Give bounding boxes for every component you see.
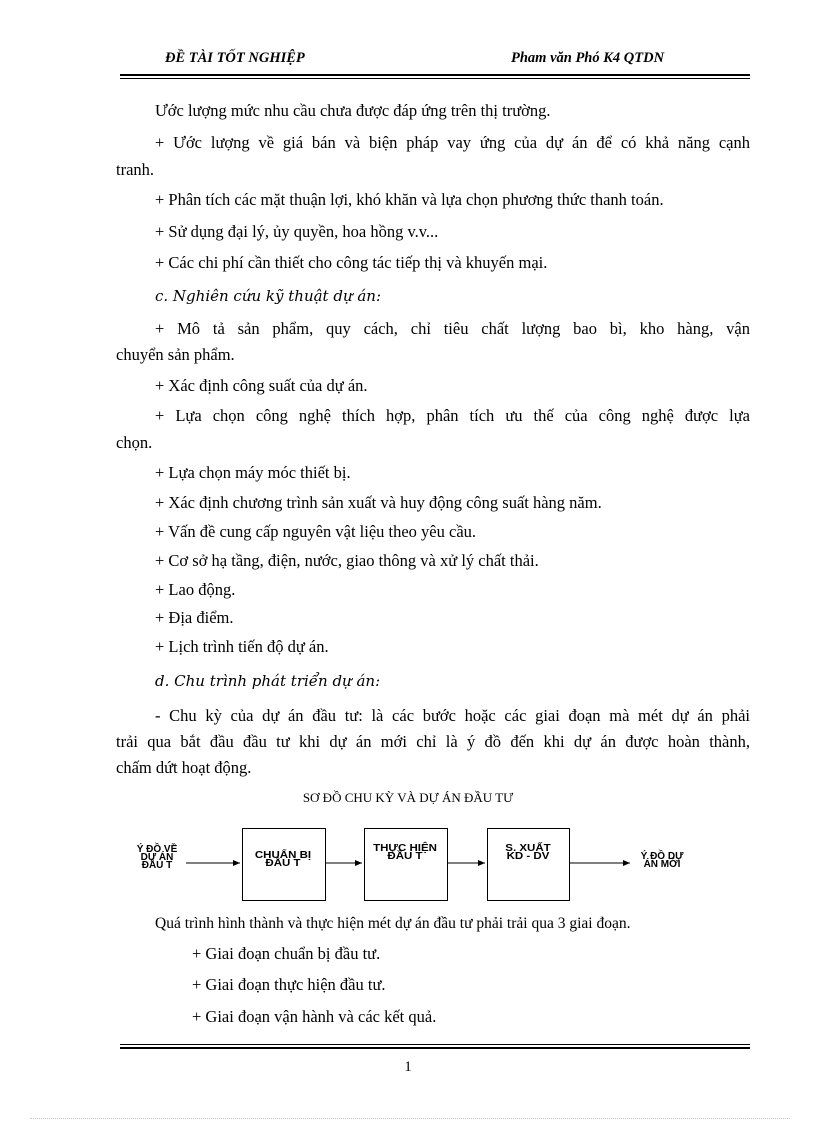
stage-label-operate bbox=[488, 845, 569, 861]
footer-rule bbox=[120, 1047, 750, 1049]
end-line-2: ÁN MỚI bbox=[643, 859, 681, 870]
text-line: Ước lượng mức nhu cầu chưa được đáp ứng trên thị trường. bbox=[155, 101, 551, 120]
diagram-end-label bbox=[632, 853, 692, 869]
text-line: + Phân tích các mặt thuận lợi, khó khăn và lựa chọn phương thức thanh toán. bbox=[155, 190, 664, 209]
diagram-title: SƠ ĐỒ CHU KỲ VÀ DỰ ÁN ĐẦU TƯ bbox=[302, 790, 514, 805]
start-line-2: DỰ ÁN bbox=[140, 852, 174, 863]
text-line: + Lịch trình tiến độ dự án. bbox=[155, 637, 329, 656]
header-title: ĐỀ TÀI TỐT NGHIỆP bbox=[165, 50, 305, 66]
implement-line-2: ĐẦU T bbox=[387, 851, 423, 862]
text-line: + Lựa chọn công nghệ thích hợp, phân tích ưu thế của công nghệ được lựa bbox=[155, 406, 750, 425]
stage-item: + Giai đoạn vận hành và các kết quả. bbox=[192, 1007, 437, 1026]
stages-intro: Quá trình hình thành và thực hiện mét dự án đầu tư phải trải qua 3 giai đoạn. bbox=[155, 915, 631, 932]
section-heading-d: d. Chu trình phát triển dự án: bbox=[155, 672, 381, 690]
text-line: + Địa điểm. bbox=[155, 608, 234, 627]
stage-box-implement bbox=[364, 828, 448, 901]
text-line: + Vấn đề cung cấp nguyên vật liệu theo yêu cầu. bbox=[155, 522, 477, 541]
stage-label-implement bbox=[365, 845, 446, 861]
footer-rule-thin bbox=[120, 1044, 750, 1045]
text-line: + Lao động. bbox=[155, 580, 236, 599]
header-author: Pham văn Phó K4 QTDN bbox=[511, 50, 665, 66]
diagram-start-label bbox=[128, 846, 186, 870]
prepare-line-1: CHUẨN BỊ bbox=[254, 850, 312, 861]
section-heading-c: c. Nghiên cứu kỹ thuật dự án: bbox=[155, 287, 382, 305]
text-line: + Xác định chương trình sản xuất và huy động công suất hàng năm. bbox=[155, 493, 602, 512]
text-line: + Ước lượng về giá bán và biện pháp vay ứng của dự án để có khả năng cạnh bbox=[155, 133, 750, 152]
text-line: - Chu kỳ của dự án đầu tư: là các bước hoặc các giai đoạn mà mét dự án phải bbox=[155, 706, 750, 725]
text-line: + Lựa chọn máy móc thiết bị. bbox=[155, 463, 351, 482]
text-line: tranh. bbox=[116, 160, 155, 179]
text-line: trải qua bắt đầu đầu tư khi dự án mới chỉ là ý đồ đến khi dự án được hoàn thành, bbox=[116, 732, 750, 751]
start-line-1: Ý ĐỒ VỀ bbox=[136, 844, 178, 855]
page-number: 1 bbox=[404, 1059, 412, 1075]
implement-line-1: THỰC HIỆN bbox=[373, 843, 437, 854]
stage-item: + Giai đoạn thực hiện đầu tư. bbox=[192, 975, 386, 994]
stage-box-operate bbox=[487, 828, 570, 901]
stage-item: + Giai đoạn chuẩn bị đầu tư. bbox=[192, 944, 381, 963]
start-line-3: ĐẦU T bbox=[141, 860, 173, 871]
operate-line-2: KD - DV bbox=[506, 851, 550, 862]
text-line: + Cơ sở hạ tầng, điện, nước, giao thông và xử lý chất thải. bbox=[155, 551, 539, 570]
text-line: chấm dứt hoạt động. bbox=[116, 758, 252, 777]
text-line: + Sử dụng đại lý, ủy quyền, hoa hồng v.v... bbox=[155, 222, 439, 241]
operate-line-1: S. XUẤT bbox=[505, 843, 551, 854]
prepare-line-2: ĐẦU T bbox=[265, 858, 301, 869]
end-line-1: Ý ĐỒ DỰ bbox=[640, 851, 684, 862]
text-line: chuyển sản phẩm. bbox=[116, 345, 235, 364]
text-line: + Mô tả sản phẩm, quy cách, chỉ tiêu chất lượng bao bì, kho hàng, vận bbox=[155, 319, 750, 338]
page-edge-dots bbox=[30, 1118, 790, 1119]
text-line: + Xác định công suất của dự án. bbox=[155, 376, 368, 395]
text-line: + Các chi phí cần thiết cho công tác tiếp thị và khuyến mại. bbox=[155, 253, 548, 272]
text-line: chọn. bbox=[116, 433, 153, 452]
stage-label-prepare bbox=[243, 852, 324, 868]
